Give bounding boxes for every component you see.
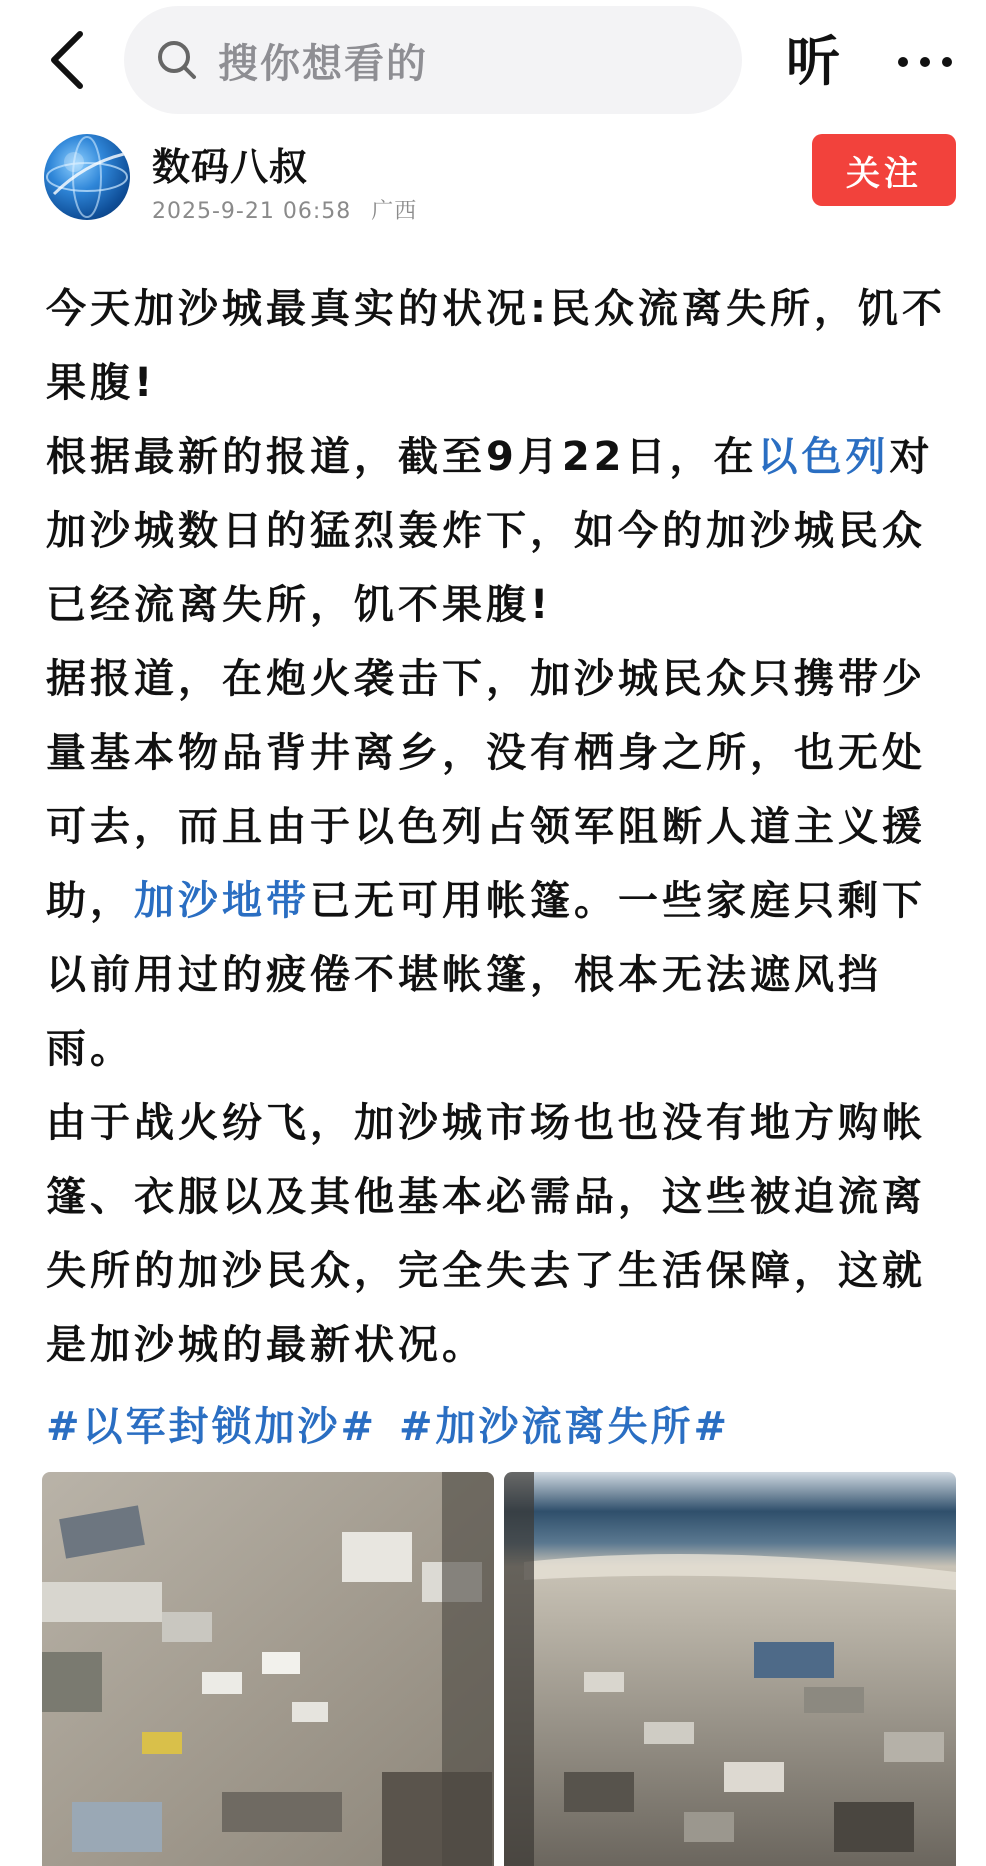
photo-crowd-street[interactable] [42,1472,494,1866]
search-placeholder: 搜你想看的 [218,40,428,87]
search-icon [154,37,200,83]
link-gaza-strip[interactable]: 加沙地带 [134,878,310,924]
top-bar [0,0,986,120]
article-body [46,272,956,1382]
post-meta [152,194,417,225]
more-icon [895,55,955,69]
article-paragraph [46,642,956,1086]
listen-button[interactable]: 听 [786,30,840,93]
paragraph-text: 对加沙城数日的猛烈轰炸下，如今的加沙城民众已经流离失所，饥不果腹! [46,434,934,628]
back-button[interactable] [36,22,96,98]
photo-image [504,1472,956,1866]
paragraph-text: 据报道，在炮火袭击下，加沙城民众只携带少量基本物品背井离乡，没有栖身之所，也无处可去，而且由于以色列占领军阻断人道主义援助， [46,656,926,924]
paragraph-text: 已无可用帐篷。一些家庭只剩下以前用过的疲倦不堪帐篷，根本无法遮风挡雨。 [46,878,926,1072]
photo-coastal-camp[interactable] [504,1472,956,1866]
follow-button[interactable]: 关注 [812,134,956,206]
author-row [0,128,986,228]
chevron-left-icon [46,28,86,92]
more-button[interactable] [890,24,960,100]
article-title: 今天加沙城最真实的状况:民众流离失所，饥不果腹! [46,286,946,406]
globe-icon [44,134,130,220]
post-location: 广西 [371,199,418,224]
article-paragraph [46,420,956,642]
paragraph-text: 根据最新的报道，截至9月22日，在 [46,434,758,480]
avatar[interactable] [44,134,130,220]
link-israel[interactable]: 以色列 [757,434,890,480]
article-paragraph: 由于战火纷飞，加沙城市场也也没有地方购帐篷、衣服以及其他基本必需品，这些被迫流离失所的加沙民众，完全失去了生活保障，这就是加沙城的最新状况。 [46,1100,926,1368]
hashtag-row [46,1390,956,1464]
post-date: 2025-9-21 06:58 [152,199,352,224]
photo-image [42,1472,494,1866]
hashtag-link[interactable]: #加沙流离失所# [399,1404,731,1450]
search-input[interactable] [124,6,742,114]
author-name[interactable]: 数码八叔 [152,145,309,189]
hashtag-link[interactable]: #以军封锁加沙# [46,1404,378,1450]
photo-grid [42,1472,956,1866]
